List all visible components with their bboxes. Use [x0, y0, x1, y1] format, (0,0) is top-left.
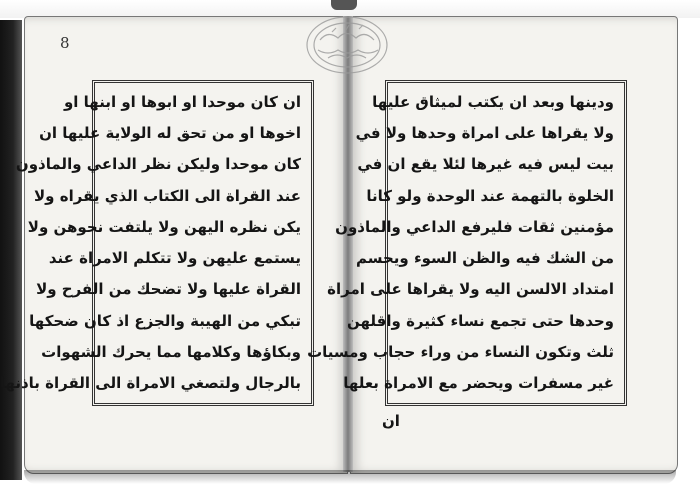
ownership-seal-stamp	[304, 14, 390, 76]
catchword: ان	[382, 412, 400, 430]
text-line: ان كان موحدا او ابوها او ابنها او	[63, 93, 301, 111]
text-line: بالرجال ولتصغي الامراة الى القراة باذنها	[0, 373, 301, 392]
text-line: تبكي من الهيبة والجزع اذ كان ضحكها	[29, 311, 301, 330]
text-line: وبكاؤها وكلامها مما يحرك الشهوات	[41, 342, 301, 361]
text-line: عند القراة الى الكتاب الذي يقراه ولا	[34, 186, 301, 205]
text-line: ثلث وتكون النساء من وراء حجاب ومسيات	[307, 342, 614, 361]
text-line: الخلوة بالتهمة عند الوحدة ولو كانا	[366, 186, 614, 205]
text-line: اخوها او من تحق له الولاية عليها ان	[39, 124, 301, 143]
text-line: غير مسفرات ويحضر مع الامراة بعلها	[343, 373, 614, 392]
text-line: بيت ليس فيه غيرها لئلا يقع ان في	[357, 155, 614, 174]
right-text-block	[307, 80, 627, 406]
text-line: مؤمنين ثقات فليرفع الداعي والماذون	[335, 217, 614, 236]
book-cover-edge	[0, 20, 22, 480]
left-text-block	[0, 80, 314, 406]
text-line: ولا يقراها على امراة وحدها ولا في	[355, 124, 614, 143]
text-line: كان موحدا وليكن نظر الداعي والماذون	[15, 155, 301, 174]
text-line: وحدها حتى تجمع نساء كثيرة واقلهن	[347, 311, 614, 330]
bookmark-ribbon	[331, 0, 357, 10]
page-shadow	[24, 470, 676, 484]
text-line: من الشك فيه والظن السوء ويحسم	[355, 249, 614, 268]
text-line: ودينها وبعد ان يكتب لميثاق عليها	[372, 93, 614, 111]
text-line: القراة عليها ولا تضحك من الفرح ولا	[36, 280, 301, 299]
text-line: يكن نظره اليهن ولا يلتفت نحوهن ولا	[27, 217, 301, 236]
text-line: يستمع عليهن ولا تتكلم الامراة عند	[48, 249, 301, 268]
book-gutter	[343, 16, 353, 472]
folio-number: 8	[60, 34, 70, 52]
text-line: امتداد الالسن اليه ولا يقراها على امراة	[327, 280, 614, 299]
